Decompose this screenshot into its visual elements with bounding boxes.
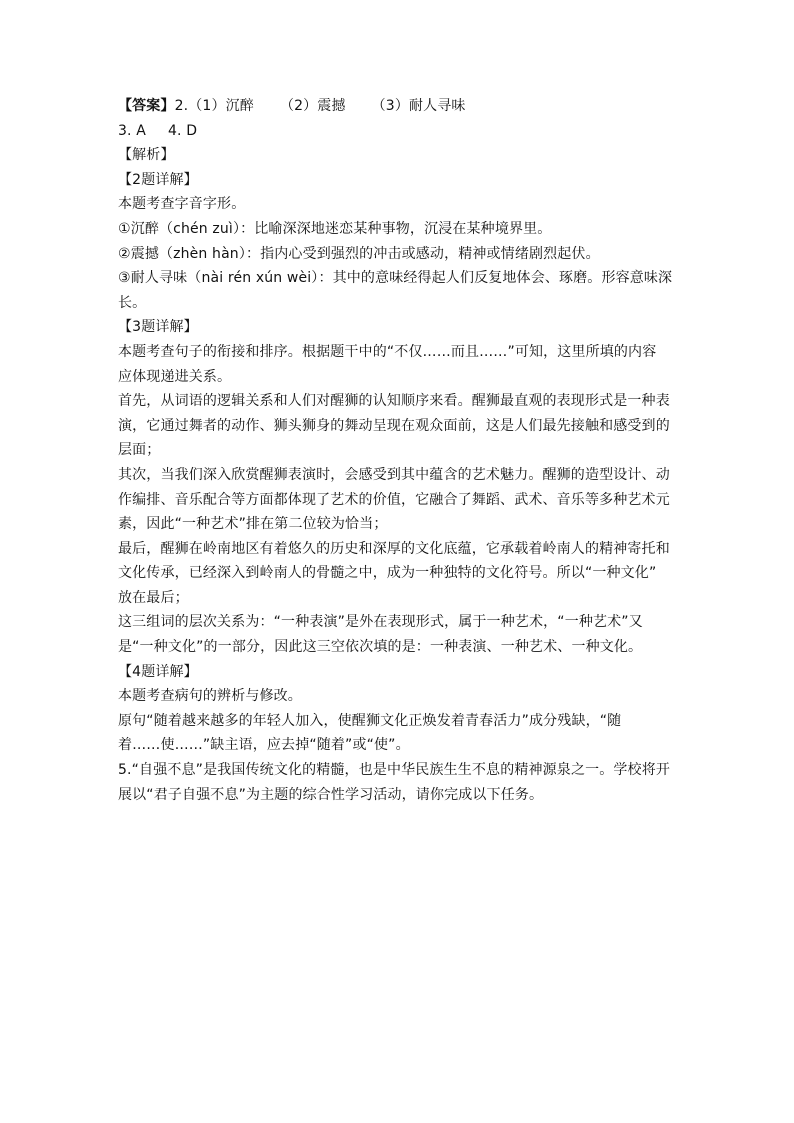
q3-line: 文化传承，已经深入到岭南人的骨髓之中，成为一种独特的文化符号。所以“一种文化” [118,565,657,582]
q2-line: 长。 [118,294,147,311]
q2-line: 本题考查字音字形。 [118,196,246,213]
q2-line: ③耐人寻味（nài rén xún wèi）：其中的意味经得起人们反复地体会、琢磨。形容意味深 [118,270,673,287]
q4-line: 着……使……”缺主语，应去掉“随着”或“使”。 [118,737,410,754]
q3-heading: 【3题详解】 [118,319,198,336]
analysis-heading: 【解析】 [118,147,175,164]
q3-line: 最后，醒狮在岭南地区有着悠久的历史和深厚的文化底蕴，它承载着岭南人的精神寄托和 [118,540,670,557]
q3-line: 演，它通过舞者的动作、狮头狮身的舞动呈现在观众面前，这是人们最先接触和感受到的 [118,417,670,434]
answer-q3-q4-line [118,119,678,144]
answer-q2-a: 2.（1）沉醉 [174,98,254,114]
q3-line: 应体现递进关系。 [118,368,232,385]
q5-line: 5.“自强不息”是我国传统文化的精髓，也是中华民族生生不息的精神源泉之一。学校将开 [118,762,671,779]
q2-line: ①沉醉（chén zuì）：比喻深深地迷恋某种事物，沉浸在某种境界里。 [118,220,552,237]
q3-line: 放在最后； [118,589,189,606]
q3-line: 作编排、音乐配合等方面都体现了艺术的价值，它融合了舞蹈、武术、音乐等多种艺术元 [118,491,670,508]
document-page [118,94,678,807]
q4-heading: 【4题详解】 [118,663,198,680]
q3-line: 素，因此“一种艺术”排在第二位较为恰当； [118,516,388,533]
q4-line: 原句“随着越来越多的年轻人加入，使醒狮文化正焕发着青春活力”成分残缺，“随 [118,712,622,729]
answer-tag: 【答案】 [118,98,175,114]
answer-q2-b: （2）震撼 [279,98,346,114]
q3-line: 是“一种文化”的一部分，因此这三空依次填的是：一种表演、一种艺术、一种文化。 [118,639,643,656]
q2-heading: 【2题详解】 [118,171,198,188]
q2-line: ②震撼（zhèn hàn）：指内心受到强烈的冲击或感动，精神或情绪剧烈起伏。 [118,245,600,262]
q3-line: 这三组词的层次关系为：“一种表演”是外在表现形式，属于一种艺术，“一种艺术”又 [118,614,643,631]
q4-line: 本题考查病句的辨析与修改。 [118,688,302,705]
q3-line: 首先，从词语的逻辑关系和人们对醒狮的认知顺序来看。醒狮最直观的表现形式是一种表 [118,393,670,410]
answer-q4: 4. D [168,122,198,139]
q5-line: 展以“君子自强不息”为主题的综合性学习活动，请你完成以下任务。 [118,786,544,803]
q3-line: 本题考查句子的衔接和排序。根据题干中的“不仅……而且……”可知，这里所填的内容 [118,343,657,360]
answer-q2-c: （3）耐人寻味 [371,98,466,114]
q3-line: 其次，当我们深入欣赏醒狮表演时，会感受到其中蕴含的艺术魅力。醒狮的造型设计、动 [118,466,670,483]
answer-q3: 3. A [118,122,146,139]
answer-line [118,94,678,119]
q3-line: 层面； [118,442,161,459]
